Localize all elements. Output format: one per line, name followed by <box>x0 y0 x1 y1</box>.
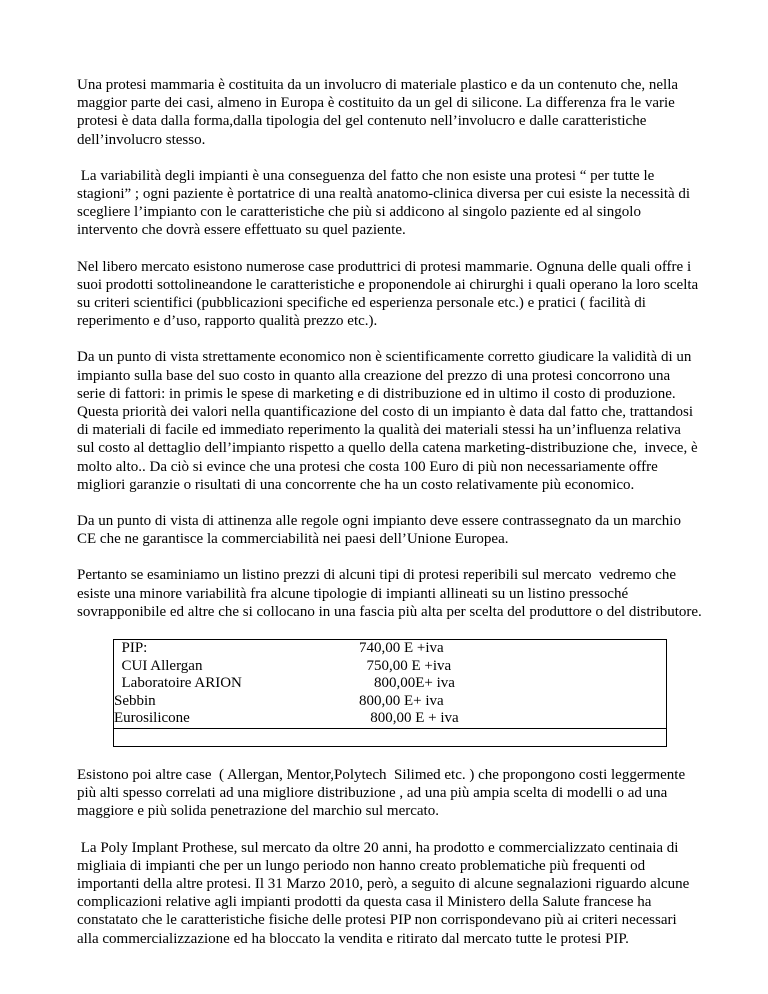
product-price: 740,00 E +iva <box>359 640 444 657</box>
table-row <box>114 640 666 658</box>
product-name: Eurosilicone <box>114 710 190 727</box>
product-price: 750,00 E +iva <box>359 657 452 674</box>
document-page <box>77 76 702 966</box>
product-price: 800,00E+ iva <box>359 675 455 692</box>
product-name: PIP: <box>114 640 148 657</box>
table-row <box>114 693 666 711</box>
price-table <box>113 639 667 747</box>
product-name: Sebbin <box>114 692 156 709</box>
paragraph-4: Da un punto di vista strettamente economico non è scientificamente corretto giudicare la validità di un impianto sulla base del suo costo in quanto alla creazione del prezzo di una protesi concorrono una serie di fattori: in primis le spese di marketing e di distribuzione ed in ultimo il costo di produzione. Questa priorità dei valori nella quantificazione del costo di un impianto è data dal fatto che, trattandosi di materiali di facile ed immediato reperimento la qualità dei materiali stessi ha un’influenza relativa sul costo al dettaglio dell’impianto rispetto a quello della catena marketing-distribuzione che, invece, è molto alto.. Da ciò si evince che una protesi che costa 100 Euro di più non necessariamente offre migliori garanzie o risultati di una concorrente che ha un costo relativamente più economico. <box>77 349 702 493</box>
paragraph-7: Esistono poi altre case ( Allergan, Mentor,Polytech Silimed etc. ) che propongono costi leggermente più alti spesso correlati ad una migliore distribuzione , ad una più ampia scelta di modelli o ad una maggiore e più solida penetrazione del marchio sul mercato. <box>77 767 689 820</box>
empty-cell <box>114 729 359 747</box>
paragraph-6: Pertanto se esaminiamo un listino prezzi di alcuni tipi di protesi reperibili sul mercato vedremo che esiste una minore variabilità fra alcune tipologie di impianti allineati su un listino pressoché sovrapponibile ed altre che si collocano in una fascia più alta per scelta del produttore o del distributore. <box>77 567 702 620</box>
table-row <box>114 675 666 693</box>
paragraph-5: Da un punto di vista di attinenza alle regole ogni impianto deve essere contrassegnato da un marchio CE che ne garantisce la commerciabilità nei paesi dell’Unione Europea. <box>77 513 685 548</box>
table-row <box>114 710 666 728</box>
table-empty-row <box>114 729 666 747</box>
paragraph-1: Una protesi mammaria è costituita da un involucro di materiale plastico e da un contenuto che, nella maggior parte dei casi, almeno in Europa è costituito da un gel di silicone. La differenza fra le varie protesi è data dalla forma,dalla tipologia del gel contenuto nell’involucro e dalle caratteristiche dell’involucro stesso. <box>77 77 682 148</box>
paragraph-2: La variabilità degli impianti è una conseguenza del fatto che non esiste una protesi “ per tutte le stagioni” ; ogni paziente è portatrice di una realtà anatomo-clinica diversa per cui esiste la necessità di scegliere l’impianto con le caratteristiche che più si addicono al singolo paziente ed al singolo intervento che dovrà essere effettuato su quel paziente. <box>77 167 694 239</box>
table-row <box>114 658 666 676</box>
empty-cell <box>359 729 666 747</box>
product-name: Laboratoire ARION <box>114 675 242 692</box>
paragraph-8: La Poly Implant Prothese, sul mercato da oltre 20 anni, ha prodotto e commercializzato centinaia di migliaia di impianti che per un lungo periodo non hanno creato problematiche più frequenti od importanti della altre protesi. Il 31 Marzo 2010, però, a seguito di alcune segnalazioni riguardo alcune complicazioni relative agli impianti prodotti da questa casa il Ministero della Salute francese ha constatato che le caratteristiche fisiche delle protesi PIP non corrispondevano più ai criteri necessari alla commercializzazione ed ha bloccato la vendita e ritirato dal mercato tutte le protesi PIP. <box>77 839 694 947</box>
paragraph-3: Nel libero mercato esistono numerose case produttrici di protesi mammarie. Ognuna delle quali offre i suoi prodotti sottolineandone le caratteristiche e proponendole ai chirurghi i quali operano la loro scelta su criteri scientifici (pubblicazioni specifiche ed esperienza personale etc.) e pratici ( facilità di reperimento e d’uso, rapporto qualità prezzo etc.). <box>77 258 702 330</box>
product-price: 800,00 E+ iva <box>359 692 444 709</box>
product-price: 800,00 E + iva <box>359 710 459 727</box>
product-name: CUI Allergan <box>114 657 203 674</box>
